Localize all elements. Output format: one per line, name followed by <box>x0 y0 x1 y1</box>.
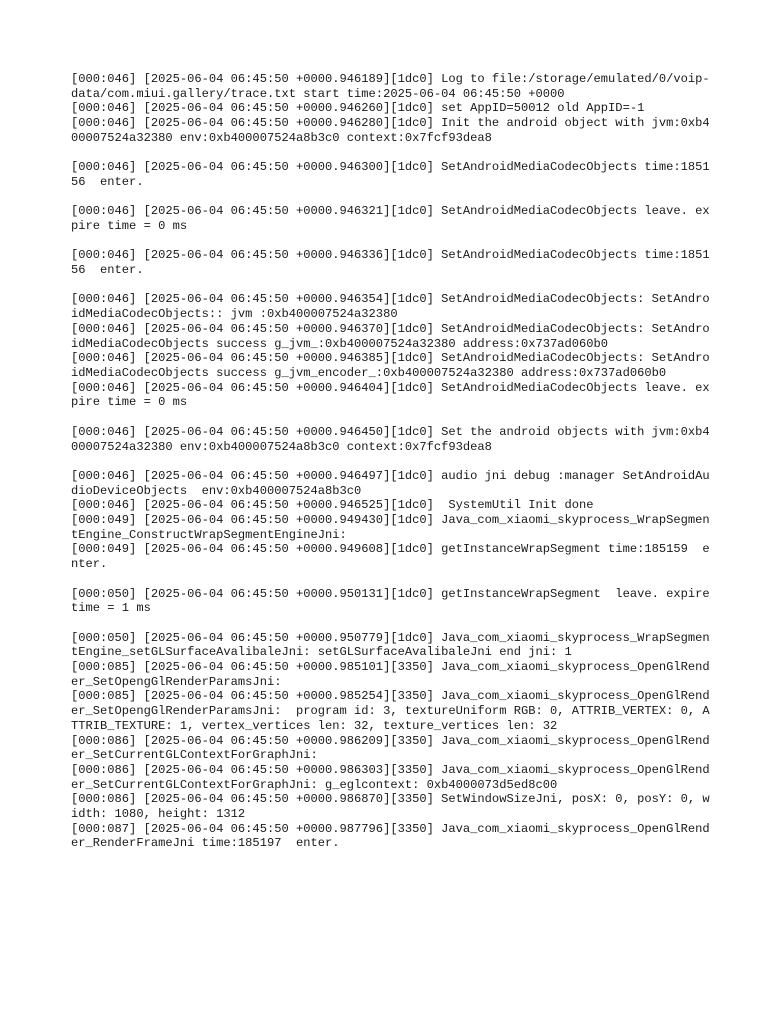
log-line: [000:046] [2025-06-04 06:45:50 +0000.946497][1dc0] audio jni debug :manager SetAndroidAudioDeviceObjects env:0xb400007524a8b3c0 <box>71 468 710 498</box>
log-line: [000:046] [2025-06-04 06:45:50 +0000.946260][1dc0] set AppID=50012 old AppID=-1 <box>71 101 645 116</box>
log-line: [000:086] [2025-06-04 06:45:50 +0000.986303][3350] Java_com_xiaomi_skyprocess_OpenGlRender_SetCurrentGLContextForGraphJni: g_eglcontext: 0xb4000073d5ed8c00 <box>71 762 710 792</box>
log-line: [000:046] [2025-06-04 06:45:50 +0000.946404][1dc0] SetAndroidMediaCodecObjects leave. expire time = 0 ms <box>71 380 710 410</box>
log-line: [000:046] [2025-06-04 06:45:50 +0000.946336][1dc0] SetAndroidMediaCodecObjects time:185156 enter. <box>71 248 710 278</box>
log-line: [000:046] [2025-06-04 06:45:50 +0000.946189][1dc0] Log to file:/storage/emulated/0/voip-data/com.miui.gallery/trace.txt start time:2025-06-04 06:45:50 +0000 <box>71 72 710 101</box>
log-line: [000:087] [2025-06-04 06:45:50 +0000.987796][3350] Java_com_xiaomi_skyprocess_OpenGlRender_RenderFrameJni time:185197 enter. <box>71 821 710 851</box>
log-line: [000:046] [2025-06-04 06:45:50 +0000.946370][1dc0] SetAndroidMediaCodecObjects: SetAndroidMediaCodecObjects success g_jvm_:0xb400007524a32380 address:0x737ad060b0 <box>71 321 710 351</box>
log-line: [000:049] [2025-06-04 06:45:50 +0000.949608][1dc0] getInstanceWrapSegment time:185159 enter. <box>71 542 710 572</box>
log-line: [000:046] [2025-06-04 06:45:50 +0000.946385][1dc0] SetAndroidMediaCodecObjects: SetAndroidMediaCodecObjects success g_jvm_encoder_:0xb400007524a32380 address:0x737ad060b0 <box>71 351 710 380</box>
log-line: [000:046] [2025-06-04 06:45:50 +0000.946321][1dc0] SetAndroidMediaCodecObjects leave. expire time = 0 ms <box>71 204 710 233</box>
log-line: [000:085] [2025-06-04 06:45:50 +0000.985101][3350] Java_com_xiaomi_skyprocess_OpenGlRender_SetOpengGlRenderParamsJni: <box>71 660 710 689</box>
log-document <box>71 72 717 851</box>
log-line: [000:050] [2025-06-04 06:45:50 +0000.950779][1dc0] Java_com_xiaomi_skyprocess_WrapSegmentEngine_setGLSurfaceAvalibaleJni: setGLSurfaceAvalibaleJni end jni: 1 <box>71 630 710 660</box>
log-line: [000:050] [2025-06-04 06:45:50 +0000.950131][1dc0] getInstanceWrapSegment leave. expire time = 1 ms <box>71 586 717 616</box>
log-line: [000:086] [2025-06-04 06:45:50 +0000.986870][3350] SetWindowSizeJni, posX: 0, posY: 0, width: 1080, height: 1312 <box>71 792 710 822</box>
log-line: [000:046] [2025-06-04 06:45:50 +0000.946280][1dc0] Init the android object with jvm:0xb400007524a32380 env:0xb400007524a8b3c0 context:0x7fcf93dea8 <box>71 116 710 145</box>
log-line: [000:049] [2025-06-04 06:45:50 +0000.949430][1dc0] Java_com_xiaomi_skyprocess_WrapSegmentEngine_ConstructWrapSegmentEngineJni: <box>71 513 710 542</box>
log-line: [000:046] [2025-06-04 06:45:50 +0000.946450][1dc0] Set the android objects with jvm:0xb400007524a32380 env:0xb400007524a8b3c0 context:0x7fcf93dea8 <box>71 424 710 454</box>
log-line: [000:046] [2025-06-04 06:45:50 +0000.946354][1dc0] SetAndroidMediaCodecObjects: SetAndroidMediaCodecObjects:: jvm :0xb400007524a32380 <box>71 292 710 322</box>
log-line: [000:085] [2025-06-04 06:45:50 +0000.985254][3350] Java_com_xiaomi_skyprocess_OpenGlRender_SetOpengGlRenderParamsJni: program id: 3, textureUniform RGB: 0, ATTRIB_VERTEX: 0, ATTRIB_TEXTURE: 1, vertex_vertices len: 32, texture_vertices len: 32 <box>71 689 710 733</box>
log-line: [000:086] [2025-06-04 06:45:50 +0000.986209][3350] Java_com_xiaomi_skyprocess_OpenGlRender_SetCurrentGLContextForGraphJni: <box>71 733 710 763</box>
log-line: [000:046] [2025-06-04 06:45:50 +0000.946300][1dc0] SetAndroidMediaCodecObjects time:185156 enter. <box>71 160 710 189</box>
log-line: [000:046] [2025-06-04 06:45:50 +0000.946525][1dc0] SystemUtil Init done <box>71 498 594 513</box>
